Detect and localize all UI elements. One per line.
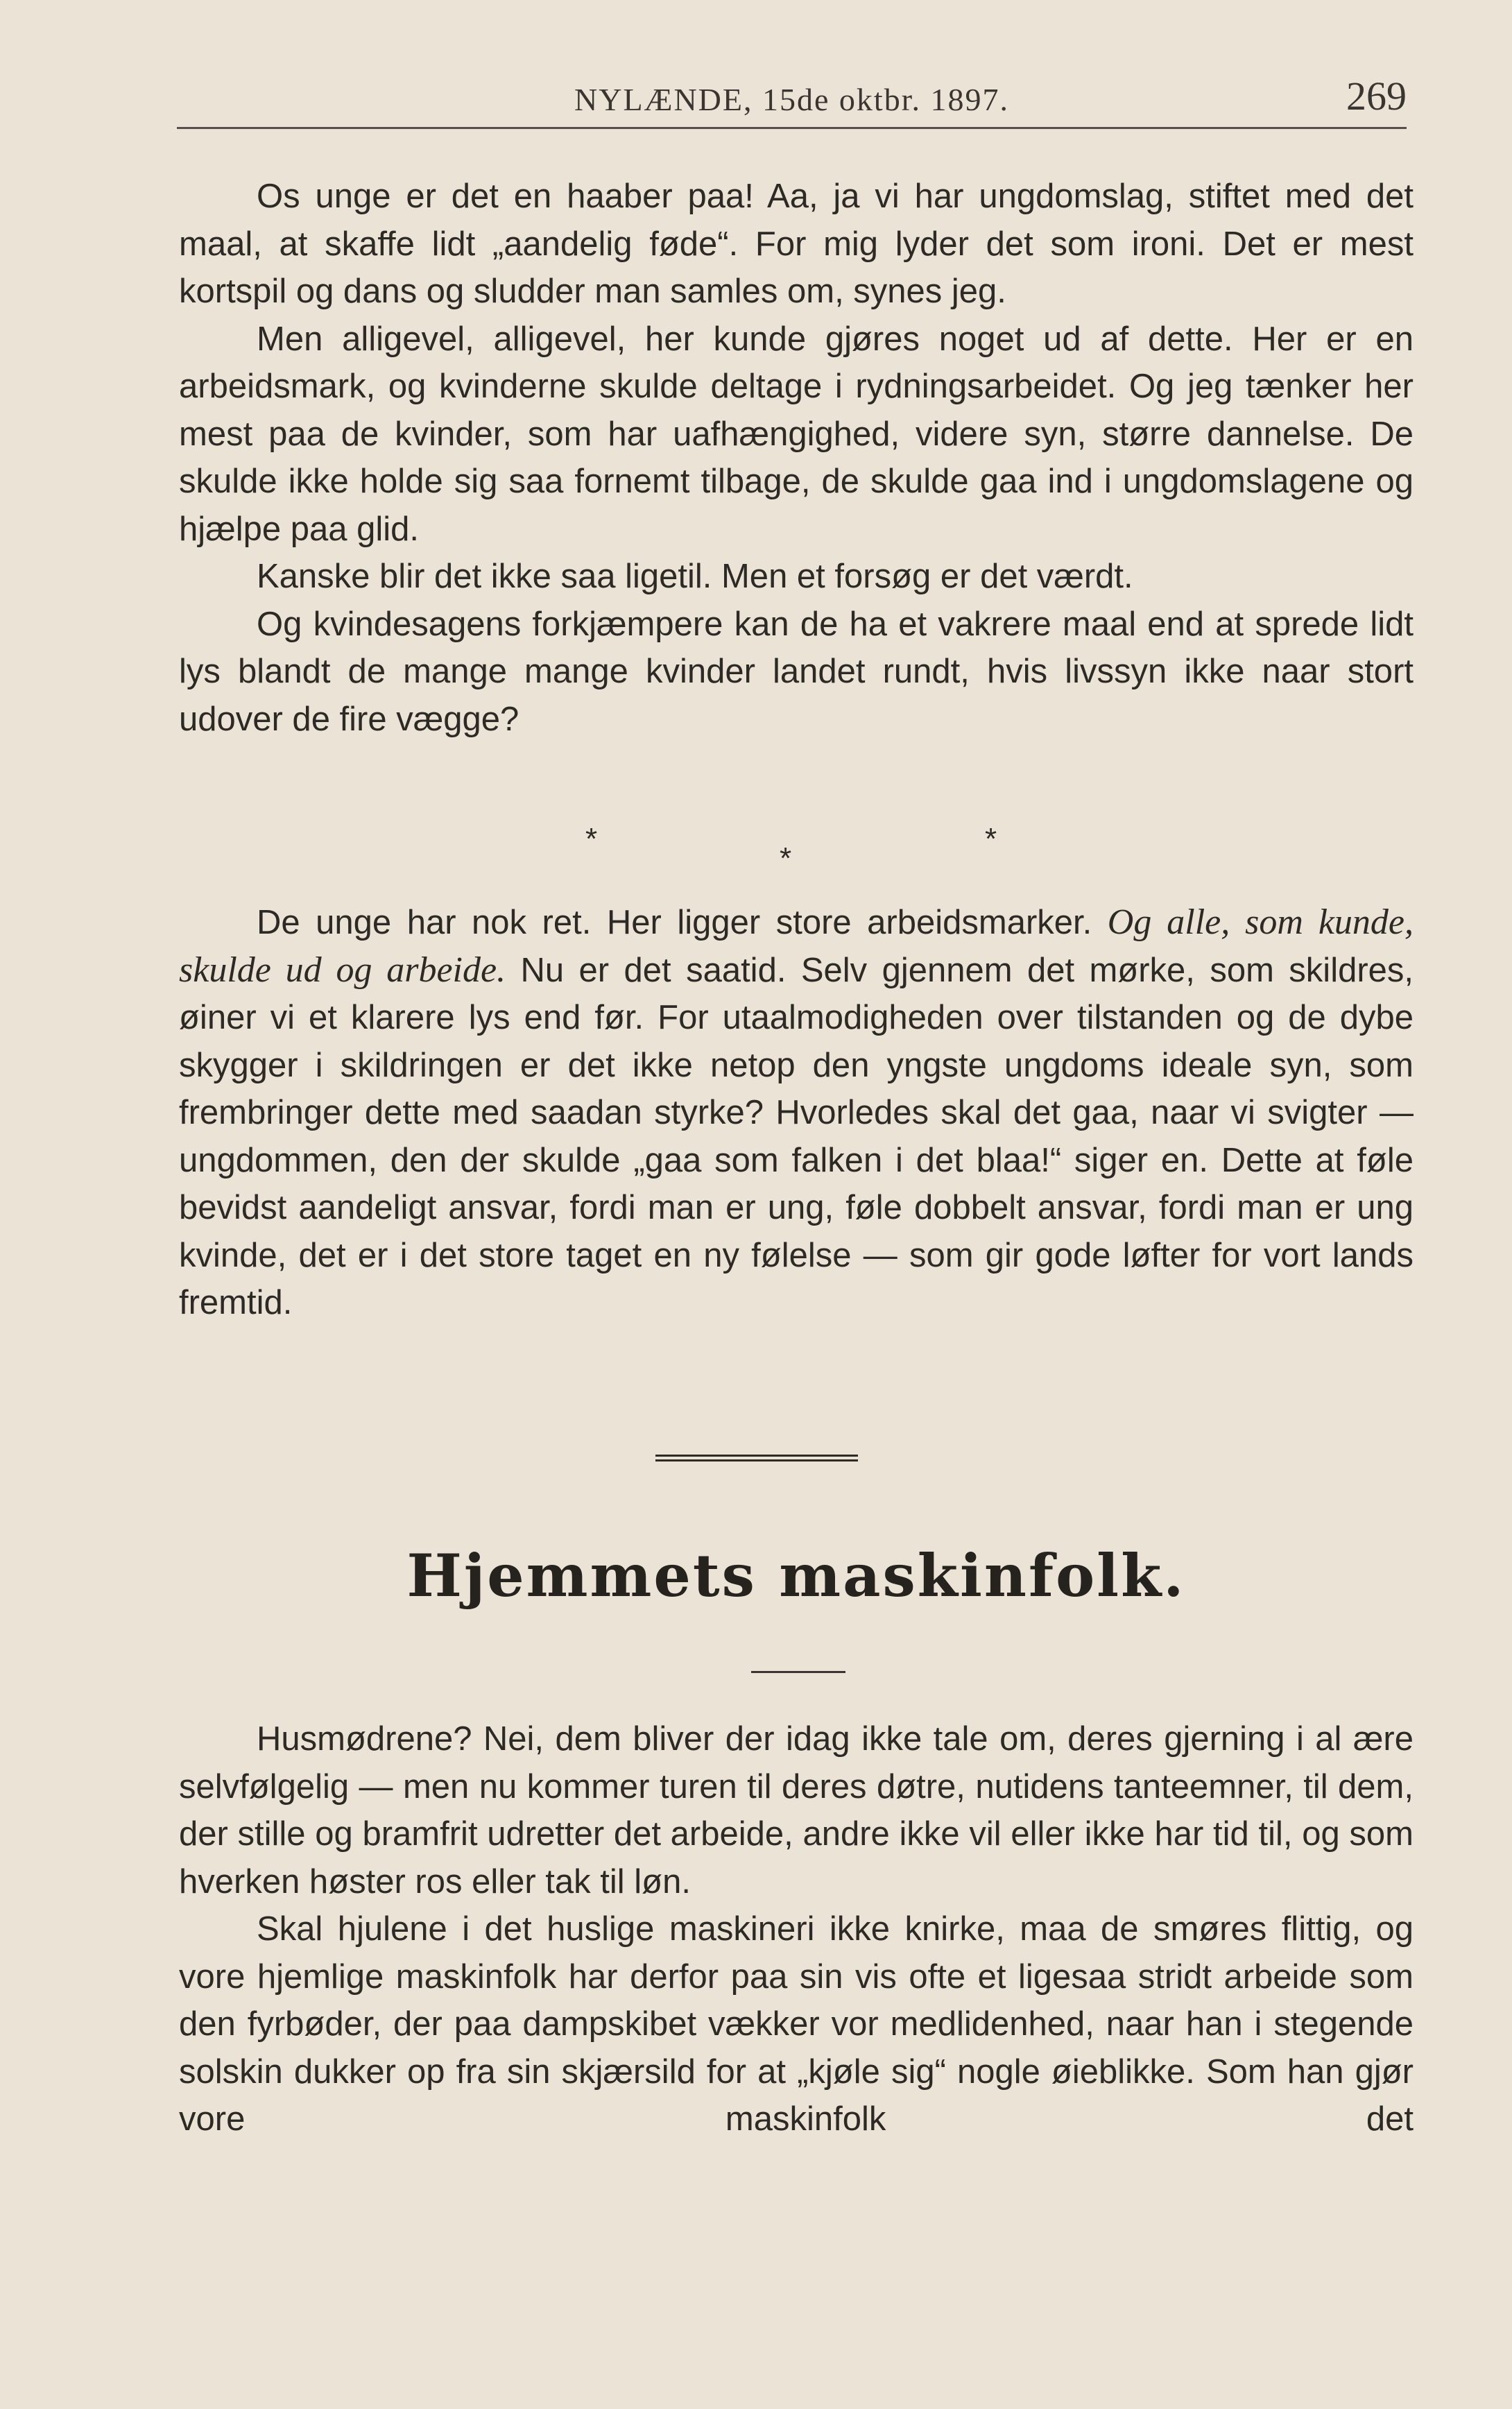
paragraph-end: Nu er det saatid. Selv gjennem det mørke, som skildres, øiner vi et klarere lys end før. For utaalmodigheden over tilstanden og de dybe skygger i skildringen er det ikke netop den yngste ungdoms ideale syn, som frembringer dette med saadan styrke? Hvorledes skal det gaa, naar vi svigter — ungdommen, den der skulde „gaa som falken i det blaa!“ siger en. Dette at føle bevidst aandeligt ansvar, fordi man er ung, føle dobbelt ansvar, fordi man er ung kvinde, det er i det store taget en ny følelse — som gir gode løfter for vort lands fremtid. <box>179 951 1414 1321</box>
editorial-comment <box>179 899 1414 1327</box>
paragraph: Skal hjulene i det huslige maskineri ikke knirke, maa de smøres flittig, og vore hjemlige maskinfolk har derfor paa sin vis ofte et ligesaa stridt arbeide som den fyrbøder, der paa dampskibet vækker vor medlidenhed, naar han i stegende solskin dukker op fra sin skjærsild for at „kjøle sig“ nogle øieblikke. Som han gjør vore maskinfolk det <box>179 1910 1414 2138</box>
asterisk: * <box>585 822 598 856</box>
paragraph: Kanske blir det ikke saa ligetil. Men et forsøg er det værdt. <box>257 558 1133 595</box>
paragraph-start: De unge har nok ret. Her ligger store arbeidsmarker. <box>257 904 1108 941</box>
section-divider <box>655 1455 858 1461</box>
paragraph: Husmødrene? Nei, dem bliver der idag ikke tale om, deres gjerning i al ære selvfølgelig — men nu kommer turen til deres døtre, nutidens tanteemner, til dem, der stille og bramfrit udretter det arbeide, andre ikke vil eller ikke har tid til, og som hverken høster ros eller tak til løn. <box>179 1720 1414 1901</box>
letter-section <box>179 173 1414 743</box>
article-body <box>179 1715 1414 2143</box>
asterism-separator <box>179 822 1414 875</box>
asterisk: * <box>780 841 792 875</box>
page-number: 269 <box>1346 74 1407 119</box>
paragraph: Og kvindesagens forkjæmpere kan de ha et vakrere maal end at sprede lidt lys blandt de mange mange kvinder landet rundt, hvis livssyn ikke naar stort udover de fire vægge? <box>179 605 1414 738</box>
title-rule <box>751 1671 845 1673</box>
paragraph <box>179 899 1414 1327</box>
emphasis-text: Og alle, som kunde, skulde ud og arbeide. <box>179 902 1414 990</box>
header-rule <box>177 127 1407 129</box>
article-title: Hjemmets maskinfolk. <box>406 1541 1186 1610</box>
paragraph: Men alligevel, alligevel, her kunde gjøres noget ud af dette. Her er en arbeidsmark, og kvinderne skulde deltage i rydningsarbeidet. Og jeg tænker her mest paa de kvinder, som har uafhængighed, videre syn, større dannelse. De skulde ikke holde sig saa fornemt tilbage, de skulde gaa ind i ungdomslagene og hjælpe paa glid. <box>179 320 1414 548</box>
running-head: NYLÆNDE, 15de oktbr. 1897. <box>574 82 1009 117</box>
paragraph: Os unge er det en haaber paa! Aa, ja vi har ungdomslag, stiftet med det maal, at skaffe lidt „aandelig føde“. For mig lyder det som ironi. Det er mest kortspil og dans og sludder man samles om, synes jeg. <box>179 178 1414 310</box>
asterisk: * <box>985 822 997 856</box>
page-header <box>177 73 1407 128</box>
